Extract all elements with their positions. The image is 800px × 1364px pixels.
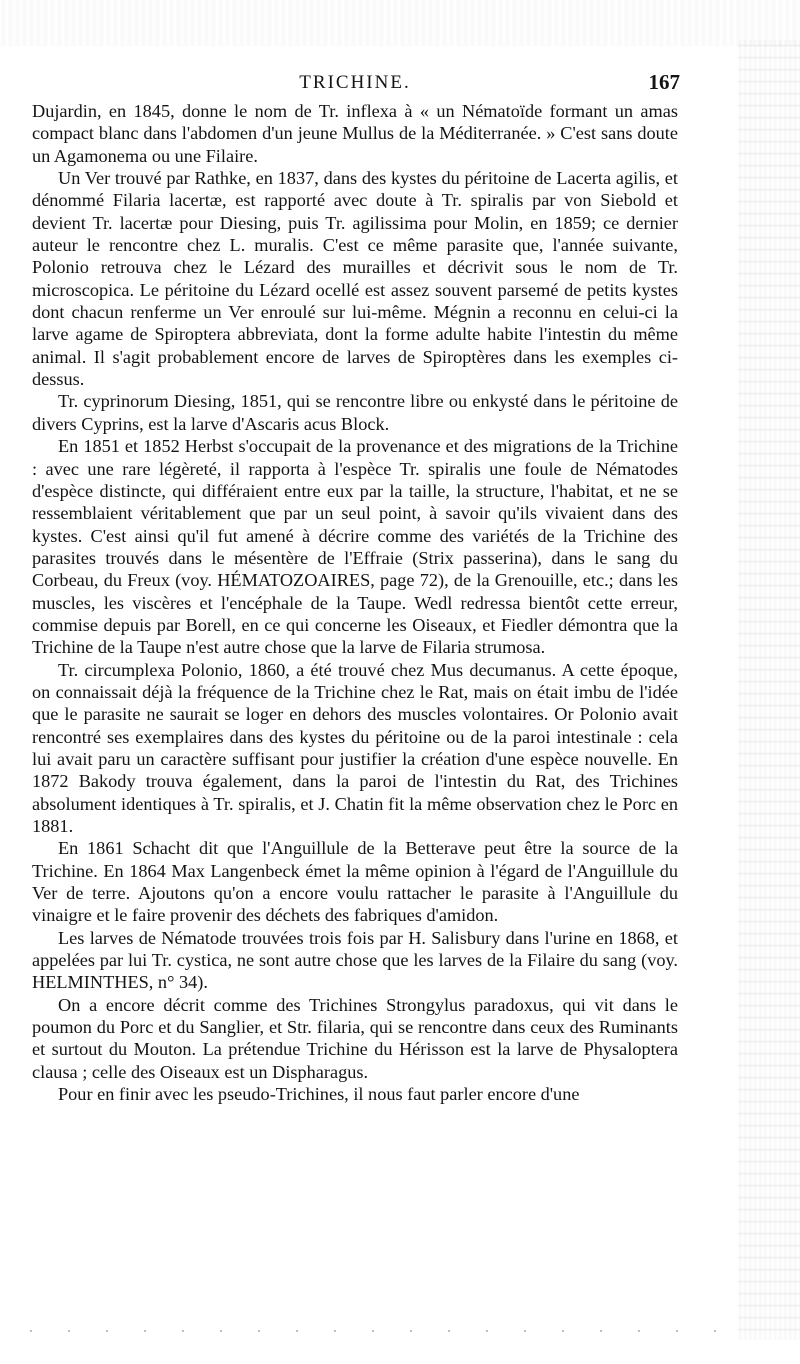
paragraph: Un Ver trouvé par Rathke, en 1837, dans des kystes du péritoine de Lacerta agilis, et dénommé Filaria lacertæ, est rapporté avec doute à Tr. spiralis par von Siebold et devient Tr. lacertæ pour Diesing, puis Tr. agilissima pour Molin, en 1859; ce dernier auteur le rencontre chez L. muralis. C'est ce même parasite que, l'année suivante, Polonio retrouva chez le Lézard des murailles et décrivit sous le nom de Tr. microscopica. Le péritoine du Lézard ocellé est assez souvent parsemé de petits kystes dont chacun renferme un Ver enroulé sur lui-même. Mégnin a reconnu en celui-ci la larve agame de Spiroptera abbreviata, dont la forme adulte habite l'intestin du même animal. Il s'agit probablement encore de larves de Spiroptères dans les exemples ci-dessus. xyxy=(32,168,678,390)
page-header xyxy=(30,70,680,96)
paragraph: Tr. circumplexa Polonio, 1860, a été trouvé chez Mus decumanus. A cette époque, on connaissait déjà la fréquence de la Trichine chez le Rat, mais on était imbu de l'idée que le parasite ne saurait se loger en dehors des muscles volontaires. Or Polonio avait rencontré ses exemplaires dans des kystes du péritoine ou de la paroi intestinale : cela lui avait paru un caractère suffisant pour justifier la création d'une espèce nouvelle. En 1872 Bakody trouva également, dans la paroi de l'intestin du Rat, des Trichines absolument identiques à Tr. spiralis, et J. Chatin fit la même observation chez le Porc en 1881. xyxy=(32,659,678,836)
paragraph: Dujardin, en 1845, donne le nom de Tr. inflexa à « un Nématoïde formant un amas compact blanc dans l'abdomen d'un jeune Mullus de la Méditerranée. » C'est sans doute un Agamonema ou une Filaire. xyxy=(32,101,678,166)
paragraph: En 1861 Schacht dit que l'Anguillule de la Betterave peut être la source de la Trichine. En 1864 Max Langenbeck émet la même opinion à l'égard de l'Anguillule du Ver de terre. Ajoutons qu'on a encore voulu rattacher le parasite à l'Anguillule du vinaigre et le faire provenir des déchets des fabriques d'amidon. xyxy=(32,838,678,926)
page-number: 167 xyxy=(648,70,680,94)
scan-bottom-marks xyxy=(30,1330,730,1332)
paragraph: Tr. cyprinorum Diesing, 1851, qui se rencontre libre ou enkysté dans le péritoine de divers Cyprins, est la larve d'Ascaris acus Block. xyxy=(32,391,678,434)
scan-top-edge xyxy=(0,0,800,46)
body-text xyxy=(32,100,678,1105)
running-title: TRICHINE. xyxy=(299,72,411,93)
scan-right-edge xyxy=(738,40,800,1340)
paragraph: Pour en finir avec les pseudo-Trichines, il nous faut parler encore d'une xyxy=(58,1084,580,1105)
paragraph: On a encore décrit comme des Trichines Strongylus paradoxus, qui vit dans le poumon du Porc et du Sanglier, et Str. filaria, qui se rencontre dans ceux des Ruminants et surtout du Mouton. La prétendue Trichine du Hérisson est la larve de Physaloptera clausa ; celle des Oiseaux est un Dispharagus. xyxy=(32,994,678,1082)
paragraph: Les larves de Nématode trouvées trois fois par H. Salisbury dans l'urine en 1868, et appelées par lui Tr. cystica, ne sont autre chose que les larves de la Filaire du sang (voy. HELMINTHES, n° 34). xyxy=(32,927,678,993)
paragraph: En 1851 et 1852 Herbst s'occupait de la provenance et des migrations de la Trichine : avec une rare légèreté, il rapporta à l'espèce Tr. spiralis une foule de Nématodes d'espèce distincte, qui différaient entre eux par la taille, la structure, l'habitat, et ne se ressemblaient véritablement que par un seul point, à savoir qu'ils vivaient dans des kystes. C'est ainsi qu'il fut amené à décrire comme des variétés de la Trichine des parasites trouvés dans le mésentère de l'Effraie (Strix passerina), dans le sang du Corbeau, du Freux (voy. HÉMATOZOAIRES, page 72), de la Grenouille, etc.; dans les muscles, les viscères et l'encéphale de la Taupe. Wedl redressa bientôt cette erreur, commise depuis par Borell, en ce qui concerne les Oiseaux, et Fiedler démontra que la Trichine de la Taupe n'est autre chose que la larve de Filaria strumosa. xyxy=(32,436,678,658)
